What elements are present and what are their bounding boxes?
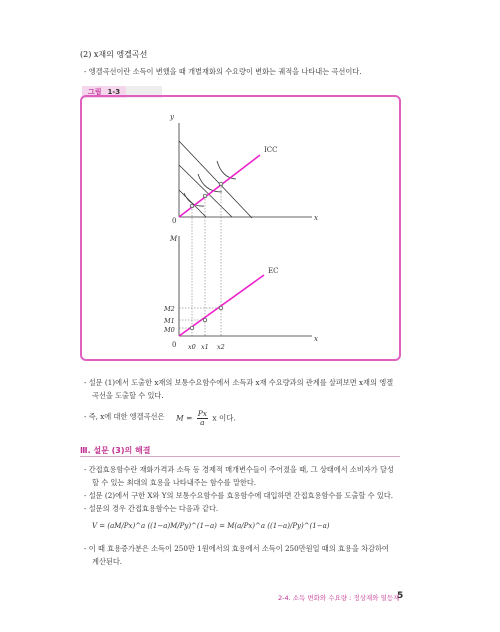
- top-origin: 0: [172, 217, 177, 225]
- note-line-3: - 즉, x에 대한 엥겔곡선은: [84, 412, 165, 421]
- section3-rule: [80, 456, 400, 457]
- formula-lhs: M =: [176, 413, 193, 423]
- icc-label: ICC: [264, 146, 278, 154]
- section-title: (2) x재의 엥겔곡선: [80, 50, 148, 59]
- ec-label: EC: [268, 267, 279, 275]
- body-line-1: - 간접효용함수란 재화가격과 소득 등 경제적 매개변수들이 주어졌을 때, 그 상태에서 소비자가 달성: [84, 465, 394, 474]
- section3-title: Ⅲ. 설문 (3)의 해결: [80, 446, 151, 455]
- body-line-4: - 설문의 경우 간접효용함수는 다음과 같다.: [84, 504, 219, 513]
- ec-point-1: [203, 318, 207, 322]
- indirect-utility-formula: V = (aM/Px)^a ((1−a)M/Py)^(1−a) = M(a/Px)^a ((1−a)/Py)^(1−a): [92, 522, 330, 530]
- closing-line-1: - 이 때 효용증가분은 소득이 250만 1원에서의 효용에서 소득이 250만원일 때의 효용을 차감하여: [84, 544, 389, 553]
- x-tick-1: x1: [201, 343, 209, 351]
- formula-numerator: Px: [197, 409, 208, 418]
- top-x-label: x: [314, 214, 318, 222]
- x-tick-2: x2: [217, 343, 225, 351]
- top-y-label: y: [170, 113, 174, 121]
- body-line-2: 할 수 있는 최대의 효용을 나타내주는 함수를 말한다.: [92, 478, 257, 487]
- figure-tab-number: 1-3: [107, 88, 121, 96]
- note-line-1: - 설문 (1)에서 도출한 x재의 보통수요함수에서 소득과 x재 수요량과의 관계를 살펴보면 x재의 엥겔: [84, 378, 394, 387]
- m-tick-1: M1: [164, 317, 175, 325]
- formula-denominator: a: [200, 418, 205, 427]
- budget-line-1: [179, 165, 232, 217]
- figure-tab-label: 그림: [88, 88, 102, 96]
- bottom-x-label: x: [314, 335, 318, 343]
- m-tick-0: M0: [164, 326, 175, 334]
- engel-curve-figure: [80, 95, 401, 361]
- body-line-3: - 설문 (2)에서 구한 X와 Y의 보통수요함수를 효용함수에 대입하면 간접효용함수를 도출할 수 있다.: [84, 491, 394, 500]
- closing-line-2: 계산된다.: [92, 557, 123, 566]
- ec-point-2: [219, 306, 223, 310]
- formula-rhs: x 이다.: [212, 413, 236, 423]
- ec-point-0: [190, 326, 194, 330]
- page-number: 5: [397, 591, 404, 601]
- footer-chapter: 2-4. 소득 변화와 수요량 : 정상재와 열등재: [278, 594, 400, 602]
- note-line-2: 곡선을 도출할 수 있다.: [92, 391, 164, 400]
- bottom-y-label: M: [170, 235, 178, 243]
- bottom-origin: 0: [172, 341, 177, 349]
- intro-text: - 엥겔곡선이란 소득이 변했을 때 개별재화의 수요량이 변화는 궤적을 나타내는 곡선이다.: [84, 67, 362, 76]
- formula-fraction: [197, 410, 208, 427]
- x-tick-0: x0: [188, 343, 196, 351]
- engel-formula: [176, 410, 236, 427]
- m-tick-2: M2: [164, 305, 175, 313]
